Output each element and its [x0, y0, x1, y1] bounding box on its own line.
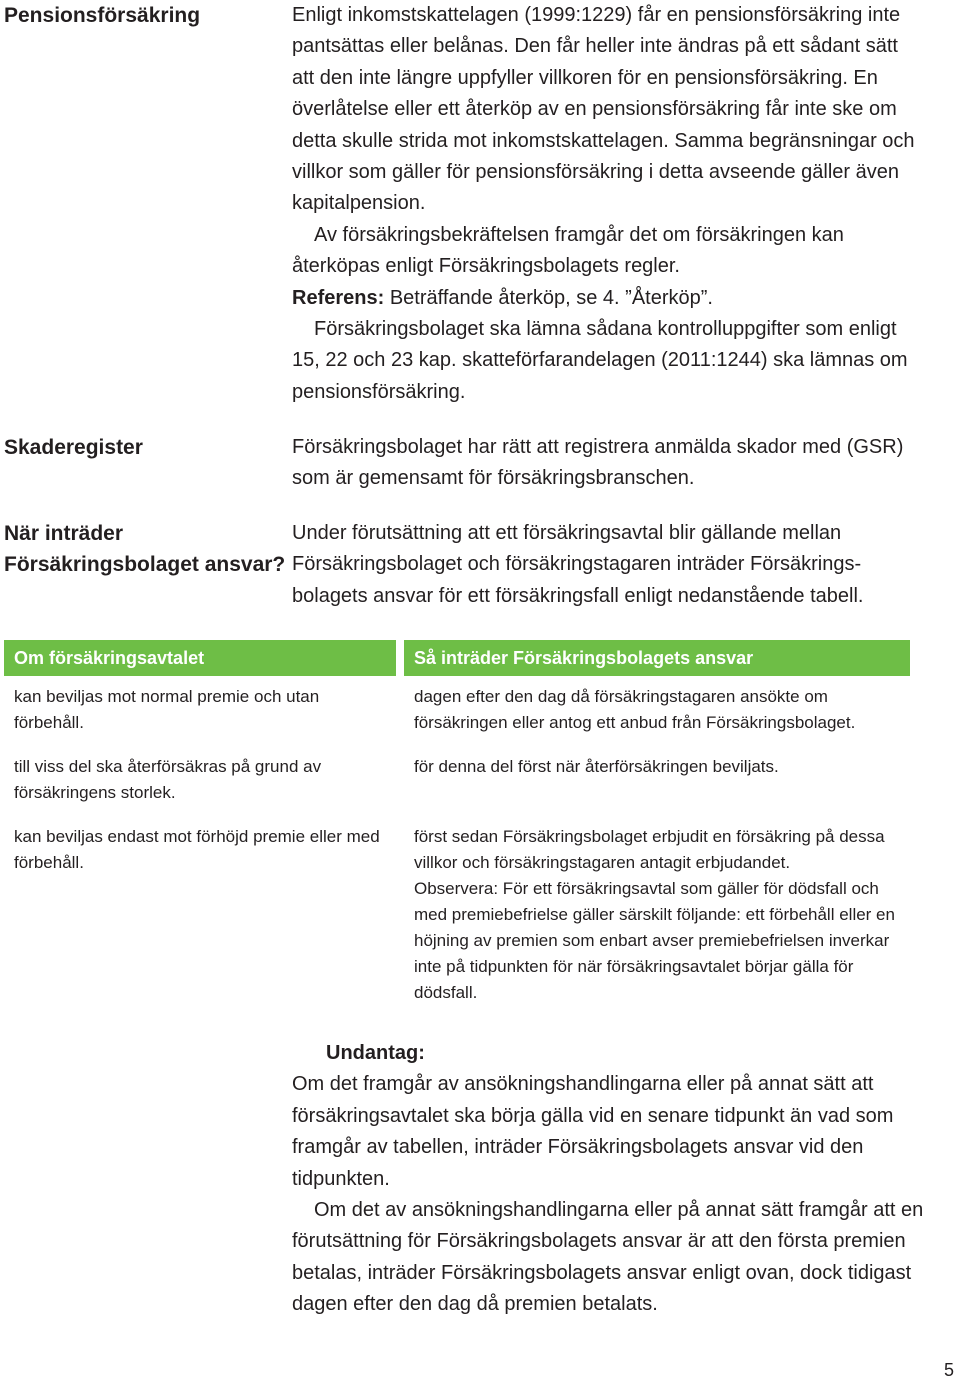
- pension-paragraph-3: Försäkringsbolaget ska lämna sådana kontrolluppgifter som enligt 15, 22 och 23 kap. skatteförfarandelagen (2011:1244) ska lämnas om pensionsförsäkring.: [292, 318, 908, 403]
- undantag-heading: Undantag:: [326, 1042, 425, 1064]
- table-row: [4, 747, 910, 817]
- table-cell-left: till viss del ska återförsäkras på grund av försäkringens storlek.: [4, 747, 400, 817]
- table-cell-left: kan beviljas endast mot förhöjd premie eller med förbehåll.: [4, 817, 400, 1016]
- ansvar-heading-line-2: Försäkringsbolaget ansvar?: [4, 553, 286, 576]
- table-header-row: [4, 640, 910, 677]
- table-row: [4, 817, 910, 1016]
- ansvar-heading: [4, 518, 286, 580]
- table-header-left: Om försäkringsavtalet: [4, 640, 400, 677]
- ansvar-text-line-3: bolagets ansvar för ett försäkringsfall enligt nedanstående tabell.: [292, 584, 864, 607]
- table-row: [4, 677, 910, 747]
- reference-text: Beträffande återköp, se 4. ”Återköp”.: [384, 286, 713, 309]
- ansvar-text: [292, 518, 924, 612]
- table-cell-left: kan beviljas mot normal premie och utan förbehåll.: [4, 677, 400, 747]
- pension-heading: Pensionsförsäkring: [4, 4, 201, 27]
- reference-label: Referens:: [292, 286, 385, 309]
- table-cell-right-note: Observera: För ett försäkringsavtal som gäller för dödsfall och med premiebefrielse gäller särskilt följande: ett förbehåll eller en höjning av premien som enbart avser premiebefrielsen inverkar inte på tidpunkten för när försäkringsavtalet börjar gälla för dödsfall.: [414, 879, 895, 1002]
- ansvar-text-line-2: Försäkringsbolaget och försäkringstagaren inträder Försäkrings-: [292, 553, 862, 576]
- table-cell-right: för denna del först när återförsäkringen beviljats.: [400, 747, 910, 817]
- pension-paragraph-1: Enligt inkomstskattelagen (1999:1229) får en pensionsförsäkring inte pantsättas eller belånas. Den får heller inte ändras på ett sådant sätt att den inte längre uppfyller villkoren för en pensionsförsäkring. En överlåtelse eller ett återköp av en pensionsförsäkring får inte ske om detta skulle strida mot inkomstskattelagen. Samma begränsningar och villkor som gäller för pensionsförsäkring i detta avseende gäller även kapitalpension.: [292, 4, 915, 215]
- ansvar-heading-line-1: När inträder: [4, 522, 124, 545]
- table-cell-right-text: först sedan Försäkringsbolaget erbjudit en försäkring på dessa villkor och försäkringstagaren antagit erbjudandet.: [414, 827, 885, 872]
- page-number: 5: [943, 1360, 954, 1380]
- pension-section: [292, 0, 924, 408]
- pension-reference: [292, 283, 924, 314]
- skaderegister-text: Försäkringsbolaget har rätt att registrera anmälda skador med (GSR) som är gemensamt för försäkringsbranschen.: [292, 436, 904, 490]
- ansvar-text-line-1: Under förutsättning att ett försäkringsavtal blir gällande mellan: [292, 522, 842, 544]
- table-header-right: Så inträder Försäkringsbolagets ansvar: [400, 640, 910, 677]
- pension-paragraph-2: Av försäkringsbekräftelsen framgår det om försäkringen kan återköpas enligt Försäkringsbolagets regler.: [292, 223, 844, 278]
- ansvar-table: [4, 640, 910, 1016]
- table-cell-right: [400, 817, 910, 1016]
- undantag-section: [292, 1038, 932, 1321]
- table-cell-right: dagen efter den dag då försäkringstagaren ansökte om försäkringen eller antog ett anbud från Försäkringsbolaget.: [400, 677, 910, 747]
- skaderegister-heading: Skaderegister: [4, 436, 143, 459]
- undantag-paragraph-2: Om det av ansökningshandlingarna eller på annat sätt framgår att en förutsättning för Försäkringsbolagets ansvar är att den första premien betalas, inträder Försäkringsbolagets ansvar enligt ovan, dock tidigast dagen efter den dag då premien betalats.: [292, 1199, 924, 1316]
- undantag-paragraph-1: Om det framgår av ansökningshandlingarna eller på annat sätt att försäkringsavtalet ska börja gälla vid en senare tidpunkt än vad som framgår av tabellen, inträder Försäkringsbolagets ansvar vid den tidpunkten.: [292, 1073, 894, 1190]
